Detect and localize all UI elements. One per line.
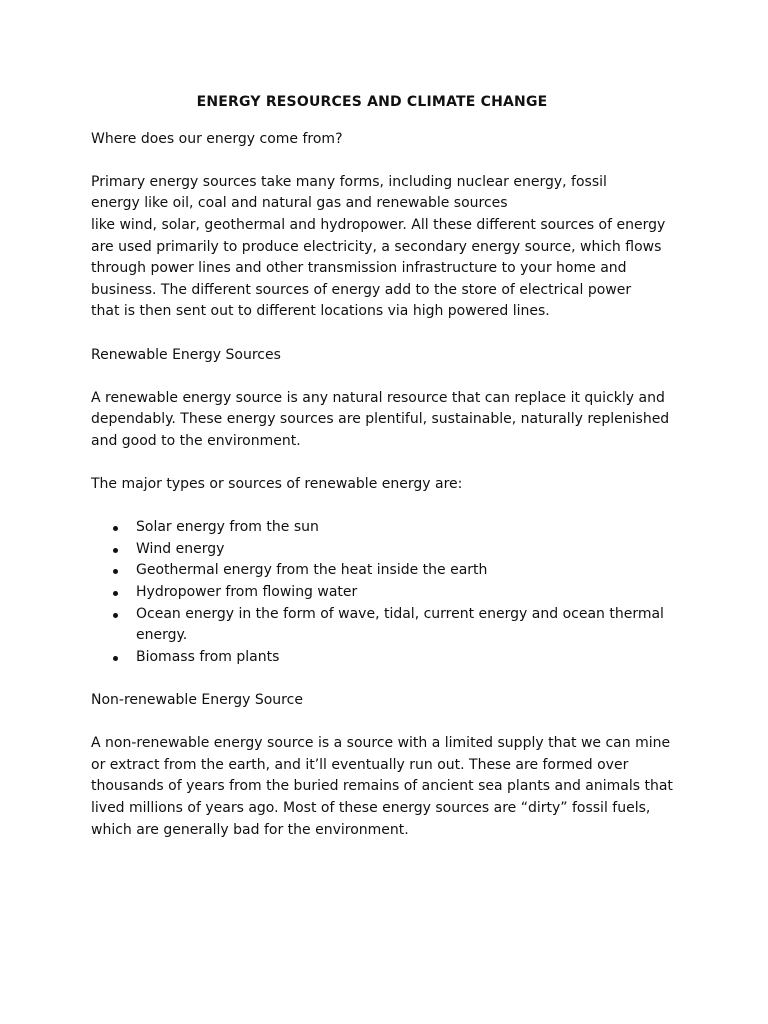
paragraph-line: lived millions of years ago. Most of these energy sources are “dirty” fossil fuels, (91, 800, 651, 816)
list-item (91, 647, 681, 669)
paragraph-line: A renewable energy source is any natural resource that can replace it quickly and (91, 389, 665, 406)
nonrenewable-heading: Non-renewable Energy Source (91, 692, 303, 709)
list-item-text: Solar energy from the sun (136, 519, 319, 536)
document-title: ENERGY RESOURCES AND CLIMATE CHANGE (196, 94, 548, 110)
list-item-text: Biomass from plants (136, 648, 280, 665)
major-types-intro: The major types or sources of renewable energy are: (91, 476, 463, 493)
list-item-text: Hydropower from flowing water (136, 584, 358, 601)
nonrenewable-paragraph (91, 733, 681, 841)
list-item (91, 604, 681, 647)
paragraph-line: like wind, solar, geothermal and hydropower. All these different sources of energy (91, 216, 666, 233)
renewable-heading: Renewable Energy Sources (91, 346, 281, 363)
paragraph-line: are used primarily to produce electricity, a secondary energy source, which flows (91, 238, 662, 255)
renewable-paragraph (91, 388, 681, 453)
paragraph-line: and good to the environment. (91, 432, 301, 449)
list-item (91, 560, 681, 582)
renewable-types-list (91, 517, 681, 668)
bullet-icon (113, 569, 118, 574)
paragraph-line: which are generally bad for the environment. (91, 821, 409, 838)
list-item-text: Ocean energy in the form of wave, tidal, current energy and ocean thermal (136, 605, 664, 622)
document-content (91, 92, 681, 863)
list-item-text: Geothermal energy from the heat inside the earth (136, 562, 488, 579)
list-item (91, 517, 681, 539)
bullet-icon (113, 526, 118, 531)
paragraph-line: that is then sent out to different locations via high powered lines. (91, 303, 550, 320)
paragraph-line: energy like oil, coal and natural gas and renewable sources (91, 195, 508, 212)
bullet-icon (113, 548, 118, 553)
paragraph-line: Primary energy sources take many forms, including nuclear energy, fossil (91, 173, 607, 190)
paragraph-line: through power lines and other transmission infrastructure to your home and (91, 260, 627, 277)
bullet-icon (113, 613, 118, 618)
list-item (91, 582, 681, 604)
list-item-text: Wind energy (136, 540, 225, 557)
bullet-icon (113, 591, 118, 596)
paragraph-line: dependably. These energy sources are plentiful, sustainable, naturally replenished (91, 411, 670, 428)
list-item (91, 539, 681, 561)
paragraph-line: A non-renewable energy source is a source with a limited supply that we can mine (91, 735, 671, 752)
paragraph-line: business. The different sources of energy add to the store of electrical power (91, 281, 632, 298)
list-item-text: energy. (136, 627, 188, 644)
primary-sources-paragraph (91, 172, 681, 323)
bullet-icon (113, 656, 118, 661)
intro-question: Where does our energy come from? (91, 130, 343, 147)
paragraph-line: or extract from the earth, and it’ll eventually run out. These are formed over (91, 756, 629, 773)
paragraph-line: thousands of years from the buried remains of ancient sea plants and animals that (91, 778, 673, 795)
